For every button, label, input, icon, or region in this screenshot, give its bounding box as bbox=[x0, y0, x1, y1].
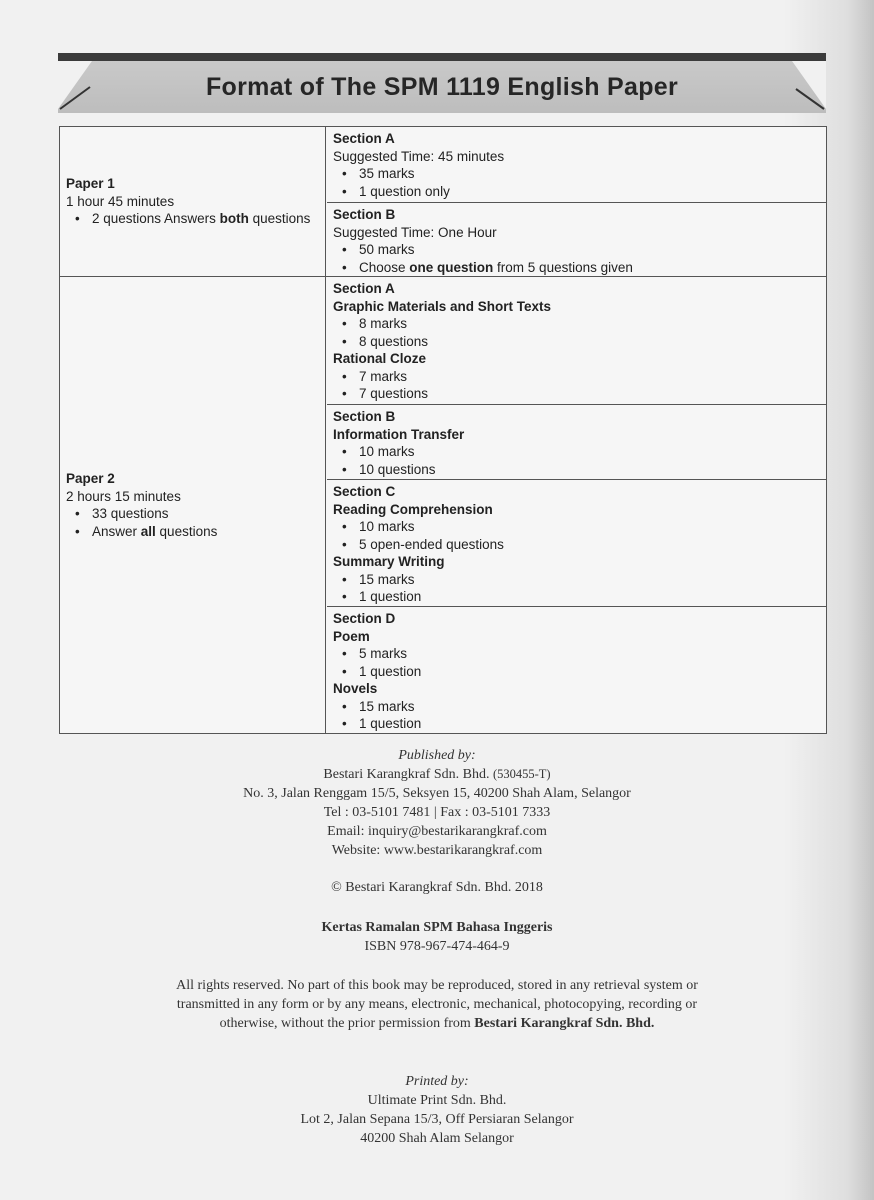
section-bullets bbox=[333, 518, 826, 553]
list-item: • Choose one question from 5 questions given bbox=[333, 259, 826, 277]
section-title: Section D bbox=[333, 611, 396, 626]
paper1-section-a bbox=[327, 127, 826, 202]
publisher-name-line: Bestari Karangkraf Sdn. Bhd. (530455-T) bbox=[323, 767, 551, 782]
section-title: Section A bbox=[333, 281, 395, 296]
list-item: • 8 questions bbox=[333, 333, 826, 351]
copyright-line: © Bestari Karangkraf Sdn. Bhd. 2018 bbox=[331, 880, 543, 895]
paper2-title: Paper 2 bbox=[66, 471, 115, 486]
section-bullets bbox=[333, 443, 826, 478]
page-title: Format of The SPM 1119 English Paper bbox=[205, 73, 679, 101]
subsection-title: Information Transfer bbox=[333, 426, 465, 442]
section-bullets bbox=[333, 165, 826, 200]
subsection-title: Summary Writing bbox=[333, 554, 445, 569]
section-bullets bbox=[333, 645, 826, 680]
subsection-title: Graphic Materials and Short Texts bbox=[333, 298, 552, 314]
printer-address: 40200 Shah Alam Selangor bbox=[360, 1131, 514, 1146]
isbn: ISBN 978-967-474-464-9 bbox=[364, 939, 510, 954]
section-bullets bbox=[333, 571, 826, 606]
paper2-section-d bbox=[327, 607, 826, 733]
list-item: • 5 marks bbox=[333, 645, 826, 663]
section-bullets bbox=[333, 241, 826, 276]
section-title: Section B bbox=[333, 207, 396, 222]
list-item: • 1 question bbox=[333, 663, 826, 681]
section-bullets bbox=[333, 368, 826, 403]
list-item: • 10 questions bbox=[333, 461, 826, 479]
paper1-duration: 1 hour 45 minutes bbox=[66, 193, 175, 209]
list-item: • 33 questions bbox=[66, 505, 325, 523]
list-item: • 1 question bbox=[333, 715, 826, 733]
rights-line: otherwise, without the prior permission from Bestari Karangkraf Sdn. Bhd. bbox=[219, 1016, 655, 1031]
paper1-bullets bbox=[66, 210, 325, 228]
paper1-bullet: • 2 questions Answers both questions bbox=[66, 210, 325, 228]
paper2-cell bbox=[60, 277, 326, 733]
printer-address: Lot 2, Jalan Sepana 15/3, Off Persiaran Selangor bbox=[300, 1112, 574, 1127]
suggested-time: Suggested Time: 45 minutes bbox=[333, 148, 505, 164]
list-item: • 50 marks bbox=[333, 241, 826, 259]
publisher-tel-fax: Tel : 03-5101 7481 | Fax : 03-5101 7333 bbox=[323, 805, 551, 820]
list-item: • 7 questions bbox=[333, 385, 826, 403]
paper1-section-b bbox=[327, 203, 826, 276]
section-title: Section C bbox=[333, 484, 396, 499]
paper2-section-c bbox=[327, 480, 826, 606]
section-bullets bbox=[333, 698, 826, 733]
section-title: Section A bbox=[333, 131, 395, 146]
list-item: • 8 marks bbox=[333, 315, 826, 333]
banner-top-bar bbox=[58, 53, 826, 61]
paper2-duration: 2 hours 15 minutes bbox=[66, 488, 181, 504]
format-table bbox=[59, 126, 827, 734]
rights-line: All rights reserved. No part of this book may be reproduced, stored in any retrieval system or bbox=[176, 978, 698, 993]
publisher-address: No. 3, Jalan Renggam 15/5, Seksyen 15, 40200 Shah Alam, Selangor bbox=[243, 786, 631, 801]
subsection-title: Novels bbox=[333, 681, 378, 696]
title-banner bbox=[58, 53, 826, 119]
list-item: • 10 marks bbox=[333, 518, 826, 536]
printer-block bbox=[0, 1072, 874, 1148]
subsection-title: Poem bbox=[333, 628, 370, 644]
printed-by-label: Printed by: bbox=[405, 1074, 469, 1089]
paper1-title: Paper 1 bbox=[66, 176, 115, 192]
book-title: Kertas Ramalan SPM Bahasa Inggeris bbox=[321, 920, 553, 935]
published-by-label: Published by: bbox=[398, 748, 476, 763]
rights-block bbox=[0, 976, 874, 1033]
suggested-time: Suggested Time: One Hour bbox=[333, 224, 497, 240]
publisher-website: Website: www.bestarikarangkraf.com bbox=[331, 843, 543, 858]
paper1-cell bbox=[60, 127, 326, 276]
paper2-section-b bbox=[327, 405, 826, 479]
printer-name: Ultimate Print Sdn. Bhd. bbox=[367, 1093, 507, 1108]
rights-line: transmitted in any form or by any means, electronic, mechanical, photocopying, recording or bbox=[176, 997, 698, 1012]
list-item: • 1 question bbox=[333, 588, 826, 606]
list-item: • 15 marks bbox=[333, 698, 826, 716]
publisher-block bbox=[0, 746, 874, 860]
list-item: • 35 marks bbox=[333, 165, 826, 183]
list-item: • 15 marks bbox=[333, 571, 826, 589]
section-title: Section B bbox=[333, 409, 396, 424]
book-info bbox=[0, 918, 874, 956]
subsection-title: Reading Comprehension bbox=[333, 501, 493, 517]
list-item: • Answer all questions bbox=[66, 523, 325, 541]
paper2-bullets bbox=[66, 505, 325, 540]
list-item: • 5 open-ended questions bbox=[333, 536, 826, 554]
subsection-title: Rational Cloze bbox=[333, 351, 427, 366]
list-item: • 7 marks bbox=[333, 368, 826, 386]
paper2-section-a bbox=[327, 277, 826, 403]
publisher-email: Email: inquiry@bestarikarangkraf.com bbox=[327, 824, 547, 839]
list-item: • 10 marks bbox=[333, 443, 826, 461]
section-bullets bbox=[333, 315, 826, 350]
list-item: • 1 question only bbox=[333, 183, 826, 201]
